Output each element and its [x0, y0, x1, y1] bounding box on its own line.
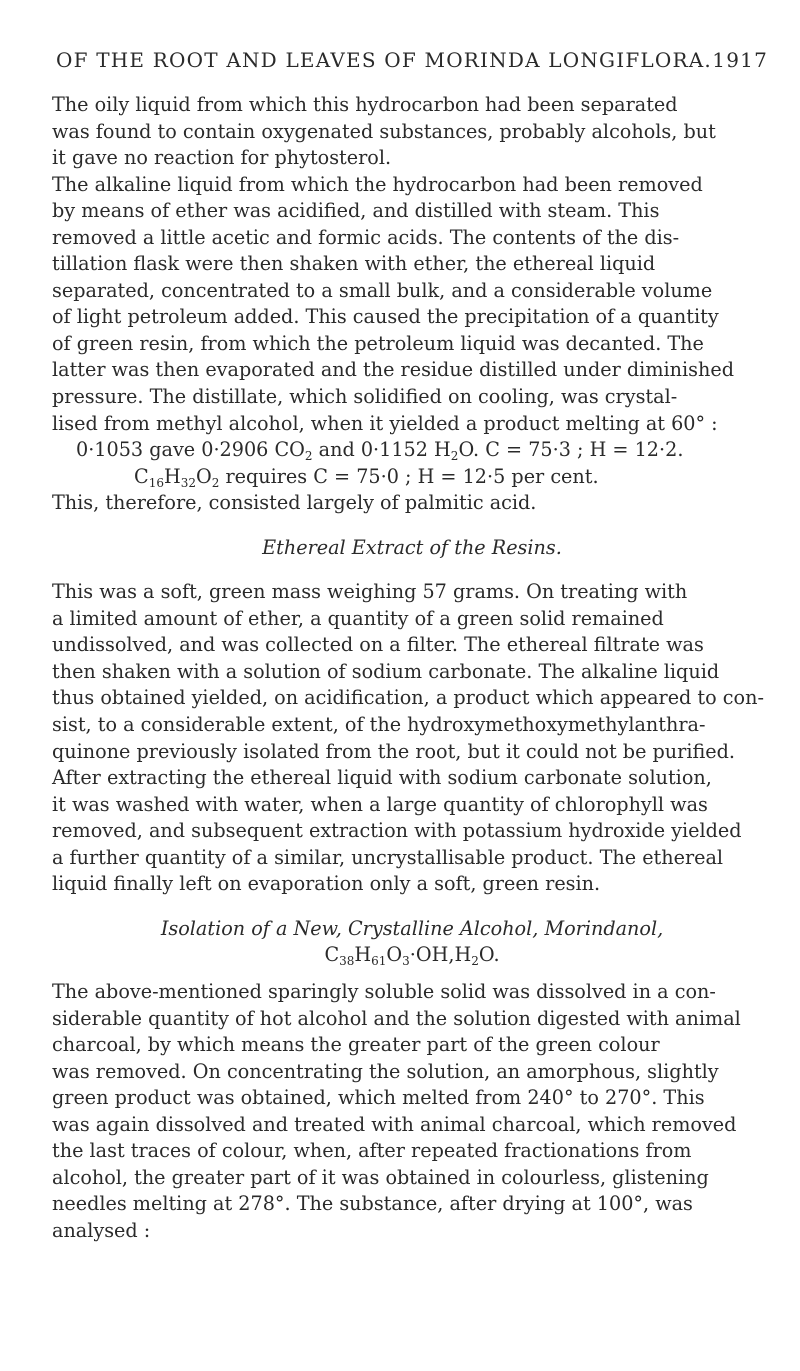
- text-line: This was a soft, green mass weighing 57 grams. On treating with: [52, 580, 688, 604]
- text-line: thus obtained yielded, on acidification, a product which appeared to con-: [52, 686, 764, 710]
- text-line: removed a little acetic and formic acids. The contents of the dis-: [52, 225, 680, 249]
- text-line: pressure. The distillate, which solidified on cooling, was crystal-: [52, 385, 678, 409]
- text-line: undissolved, and was collected on a filter. The ethereal filtrate was: [52, 633, 704, 657]
- running-title: OF THE ROOT AND LEAVES OF MORINDA LONGIFLORA.: [56, 48, 712, 72]
- text-line: The alkaline liquid from which the hydrocarbon had been removed: [52, 172, 703, 196]
- paragraph-alkaline-liquid: [52, 172, 772, 437]
- section-heading-morindanol: Isolation of a New, Crystalline Alcohol, Morindanol,: [160, 916, 664, 940]
- text-line: a limited amount of ether, a quantity of a green solid remained: [52, 606, 664, 630]
- text-line: was removed. On concentrating the solution, an amorphous, slightly: [52, 1059, 719, 1083]
- analysis-line: 0·1053 gave 0·2906 $CO_2$ and 0·1152 $H_2O$. C = 75·3 ; H = 12·2.: [76, 438, 684, 464]
- text-line: removed, and subsequent extraction with potassium hydroxide yielded: [52, 819, 742, 843]
- paragraph-oily-liquid: [52, 92, 772, 172]
- page-number: 1917: [712, 48, 768, 72]
- article-body: [52, 92, 772, 1244]
- text-line: separated, concentrated to a small bulk, and a considerable volume: [52, 278, 713, 302]
- text-line: liquid finally left on evaporation only a soft, green resin.: [52, 872, 601, 896]
- text-line: then shaken with a solution of sodium carbonate. The alkaline liquid: [52, 659, 720, 683]
- text-line: tillation flask were then shaken with ether, the ethereal liquid: [52, 252, 656, 276]
- text-line: of green resin, from which the petroleum liquid was decanted. The: [52, 331, 704, 355]
- formula-requirement-line: $C_{16}H_{32}O_2$ requires C = 75·0 ; H = 12·5 per cent.: [134, 464, 599, 490]
- text-line: analysed :: [52, 1218, 151, 1242]
- text-line: green product was obtained, which melted from 240° to 270°. This: [52, 1086, 705, 1110]
- text-line: was again dissolved and treated with animal charcoal, which removed: [52, 1112, 737, 1136]
- section-heading-formula: $C_{38}H_{61}O_3\cdot OH,H_2O$.: [324, 943, 500, 969]
- text-line: siderable quantity of hot alcohol and the solution digested with animal: [52, 1006, 741, 1030]
- text-line: The oily liquid from which this hydrocarbon had been separated: [52, 93, 678, 116]
- text-line: a further quantity of a similar, uncrystallisable product. The ethereal: [52, 845, 724, 869]
- text-line: charcoal, by which means the greater part of the green colour: [52, 1033, 660, 1057]
- section-heading-ethereal-extract: Ethereal Extract of the Resins.: [262, 535, 562, 559]
- text-line: needles melting at 278°. The substance, after drying at 100°, was: [52, 1192, 693, 1216]
- text-line: by means of ether was acidified, and distilled with steam. This: [52, 199, 660, 223]
- text-line: it was washed with water, when a large quantity of chlorophyll was: [52, 792, 708, 816]
- paragraph-soft-green-mass: [52, 579, 772, 898]
- text-line: it gave no reaction for phytosterol.: [52, 146, 392, 170]
- text-line: sist, to a considerable extent, of the hydroxymethoxymethylanthra-: [52, 713, 706, 737]
- text-line: latter was then evaporated and the residue distilled under diminished: [52, 358, 734, 382]
- text-line: lised from methyl alcohol, when it yielded a product melting at 60° :: [52, 411, 718, 435]
- text-line: was found to contain oxygenated substances, probably alcohols, but: [52, 119, 716, 143]
- text-line: After extracting the ethereal liquid with sodium carbonate solution,: [52, 766, 712, 790]
- text-line: the last traces of colour, when, after repeated fractionations from: [52, 1139, 692, 1163]
- text-line: The above-mentioned sparingly soluble solid was dissolved in a con-: [52, 979, 716, 1003]
- text-line: alcohol, the greater part of it was obtained in colourless, glistening: [52, 1165, 709, 1189]
- running-head: [56, 48, 768, 76]
- text-line: quinone previously isolated from the root, but it could not be purified.: [52, 739, 736, 763]
- paragraph-sparingly-soluble-solid: [52, 979, 772, 1244]
- conclusion-line: This, therefore, consisted largely of palmitic acid.: [52, 491, 537, 515]
- text-line: of light petroleum added. This caused the precipitation of a quantity: [52, 305, 719, 329]
